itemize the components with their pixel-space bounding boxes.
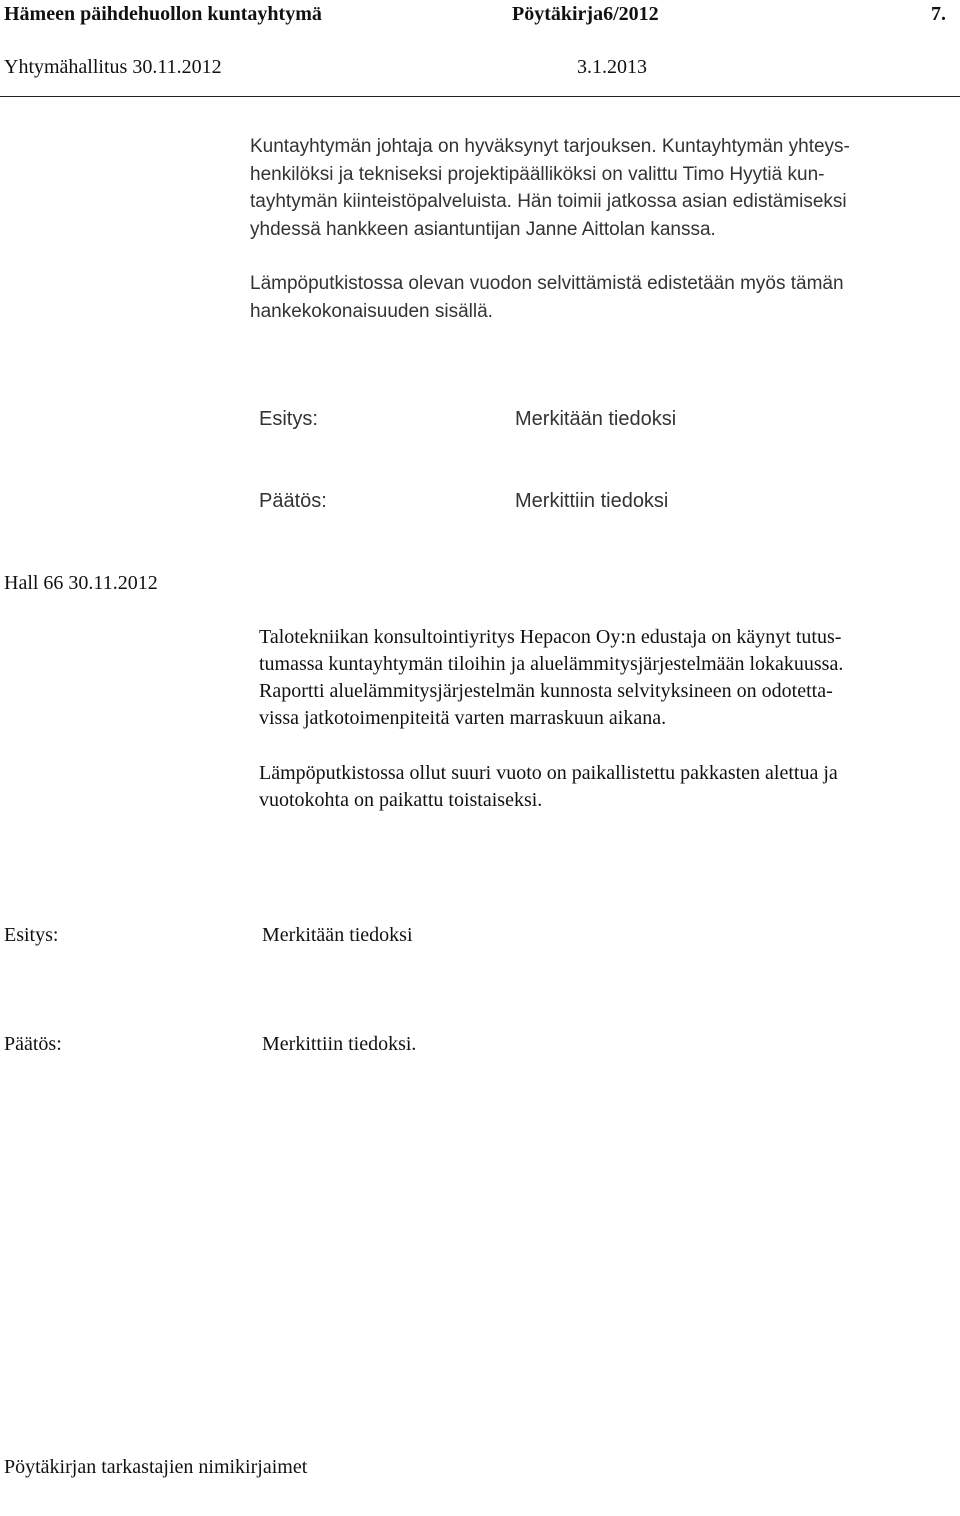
text-line: Kuntayhtymän johtaja on hyväksynyt tarjouksen. Kuntayhtymän yhteys- bbox=[250, 136, 850, 157]
text-line: Lämpöputkistossa olevan vuodon selvittämistä edistetään myös tämän bbox=[250, 273, 844, 294]
section1-paragraph2 bbox=[250, 270, 844, 325]
signatures-footer: Pöytäkirjan tarkastajien nimikirjaimet bbox=[4, 1456, 308, 1478]
section2-heading: Hall 66 30.11.2012 bbox=[4, 572, 158, 594]
proposal-label: Esitys: bbox=[259, 408, 318, 430]
meeting-title: Yhtymähallitus 30.11.2012 bbox=[4, 56, 222, 78]
text-line: vuotokohta on paikattu toistaiseksi. bbox=[259, 789, 543, 811]
text-line: Talotekniikan konsultointiyritys Hepacon Oy:n edustaja on käynyt tutus- bbox=[259, 626, 842, 648]
page-number: 7. bbox=[931, 3, 946, 25]
proposal-value: Merkitään tiedoksi bbox=[515, 408, 677, 430]
text-line: Raportti aluelämmitysjärjestelmän kunnosta selvityksineen on odotetta- bbox=[259, 680, 833, 702]
decision-label: Päätös: bbox=[259, 490, 327, 512]
decision-value: Merkittiin tiedoksi. bbox=[262, 1033, 417, 1055]
proposal-label: Esitys: bbox=[4, 924, 59, 946]
section2-paragraph1 bbox=[259, 624, 843, 732]
decision-label: Päätös: bbox=[4, 1033, 62, 1055]
organization-name: Hämeen päihdehuollon kuntayhtymä bbox=[4, 3, 322, 25]
text-line: Lämpöputkistossa ollut suuri vuoto on paikallistettu pakkasten alettua ja bbox=[259, 762, 838, 784]
text-line: tayhtymän kiinteistöpalveluista. Hän toimii jatkossa asian edistämiseksi bbox=[250, 191, 847, 212]
text-line: yhdessä hankkeen asiantuntijan Janne Aittolan kanssa. bbox=[250, 218, 716, 240]
section2-paragraph2 bbox=[259, 760, 838, 814]
text-line: vissa jatkotoimenpiteitä varten marraskuun aikana. bbox=[259, 707, 667, 729]
document-date: 3.1.2013 bbox=[577, 56, 647, 78]
decision-value: Merkittiin tiedoksi bbox=[515, 490, 669, 512]
document-id: Pöytäkirja6/2012 bbox=[512, 3, 659, 25]
section1-paragraph1 bbox=[250, 133, 850, 243]
text-line: tumassa kuntayhtymän tiloihin ja aluelämmitysjärjestelmään lokakuussa. bbox=[259, 653, 844, 675]
text-line: henkilöksi ja tekniseksi projektipäälliköksi on valittu Timo Hyytiä kun- bbox=[250, 163, 825, 185]
proposal-value: Merkitään tiedoksi bbox=[262, 924, 413, 946]
text-line: hankekokonaisuuden sisällä. bbox=[250, 300, 493, 322]
header-divider bbox=[0, 96, 960, 97]
